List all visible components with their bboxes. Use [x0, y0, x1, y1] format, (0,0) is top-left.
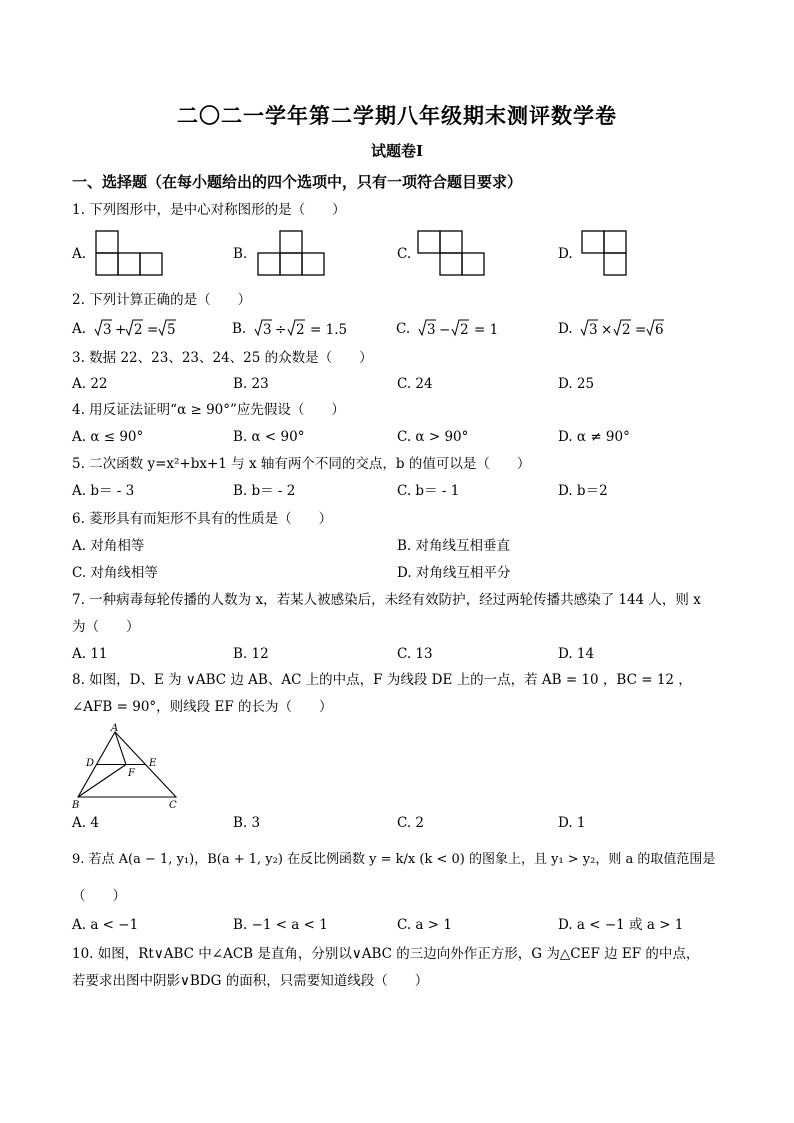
question-9-line-1: 9. 若点 A(a − 1, y₁)，B(a + 1, y₂) 在反比例函数 y = k/x (k < 0) 的图象上，且 y₁ > y₂，则 a 的取值范围是 — [72, 852, 716, 867]
q9-option-d: D. a < −1 或 a > 1 — [558, 917, 684, 933]
q5-option-c: C. b＝ - 1 — [397, 483, 460, 499]
q7-option-d: D. 14 — [558, 646, 595, 662]
q4-option-b: B. α < 90° — [233, 429, 305, 445]
q1-option-d-label: D. — [558, 246, 573, 262]
q1-option-a-label: A. — [72, 246, 87, 262]
q1-figure-c — [417, 230, 487, 276]
question-8-line-2: ∠AFB = 90°，则线段 EF 的长为（ ） — [72, 699, 333, 715]
q4-option-a: A. α ≤ 90° — [72, 429, 144, 445]
q9-option-b: B. −1 < a < 1 — [233, 917, 328, 933]
question-6-stem: 6. 菱形具有而矩形不具有的性质是（ ） — [72, 511, 333, 527]
question-8-line-1: 8. 如图，D、E 为 ∨ABC 边 AB、AC 上的中点，F 为线段 DE 上的一点，若 AB = 10 ，BC = 12 ， — [72, 672, 692, 688]
q5-option-b: B. b＝ - 2 — [233, 483, 296, 499]
q4-option-c: C. α > 90° — [397, 429, 469, 445]
q6-option-c: C. 对角线相等 — [72, 565, 158, 581]
q2c-radicand-1: 3 — [427, 322, 436, 338]
question-7-line-2: 为（ ） — [72, 619, 140, 635]
q2a-radicand-2: 2 — [134, 322, 143, 338]
q6-option-b: B. 对角线互相垂直 — [397, 538, 511, 554]
q3-option-c: C. 24 — [397, 376, 433, 392]
q5-option-d: D. b＝2 — [558, 483, 608, 499]
question-10-line-2: 若要求出图中阴影∨BDG 的面积，只需要知道线段（ ） — [72, 973, 429, 989]
q1-option-c-label: C. — [397, 246, 412, 262]
q8-label-c: C — [169, 800, 177, 810]
q8-triangle-figure — [68, 722, 188, 810]
q2a-operator: + — [115, 322, 127, 338]
q8-label-a: A — [111, 723, 119, 734]
q8-option-b: B. 3 — [233, 815, 261, 831]
question-7-line-1: 7. 一种病毒每轮传播的人数为 x，若某人被感染后，未经有效防护，经过两轮传播共感染了 144 人，则 x — [72, 592, 701, 608]
q1-figure-d — [581, 230, 631, 276]
q7-option-c: C. 13 — [397, 646, 433, 662]
q2d-radicand-1: 3 — [589, 322, 598, 338]
q8-label-d: D — [86, 758, 95, 769]
q1-option-b-label: B. — [233, 246, 248, 262]
q9-option-a: A. a < −1 — [72, 917, 139, 933]
q2-option-b-label: B. — [232, 321, 247, 337]
q7-option-a: A. 11 — [72, 646, 108, 662]
q7-option-b: B. 12 — [233, 646, 269, 662]
q2-option-a-label: A. — [72, 321, 87, 337]
question-5-stem: 5. 二次函数 y=x²+bx+1 与 x 轴有两个不同的交点，b 的值可以是（ ） — [72, 456, 531, 472]
section-heading: 一、选择题（在每小题给出的四个选项中，只有一项符合题目要求） — [72, 173, 523, 191]
q2-options — [70, 316, 730, 342]
q2-option-c-label: C. — [396, 321, 411, 337]
q2b-radicand-2: 2 — [296, 322, 305, 338]
q2b-radicand-1: 3 — [263, 322, 272, 338]
q2a-radicand-1: 3 — [103, 322, 112, 338]
q2-option-d-label: D. — [558, 321, 573, 337]
q5-option-a: A. b＝ - 3 — [72, 483, 135, 499]
question-3-stem: 3. 数据 22、23、23、24、25 的众数是（ ） — [72, 350, 373, 366]
q2c-radicand-2: 2 — [460, 322, 469, 338]
q8-option-d: D. 1 — [558, 815, 586, 831]
q1-figure-a — [95, 230, 165, 276]
question-4-stem: 4. 用反证法证明“α ≥ 90°”应先假设（ ） — [72, 402, 345, 418]
question-10-line-1: 10. 如图，Rt∨ABC 中∠ACB 是直角，分别以∨ABC 的三边向外作正方形，G 为△CEF 边 EF 的中点， — [72, 946, 700, 962]
q6-option-a: A. 对角相等 — [72, 538, 145, 554]
question-1-stem: 1. 下列图形中，是中心对称图形的是（ ） — [72, 202, 346, 218]
q2b-operator: ÷ — [275, 322, 287, 338]
q1-figure-b — [257, 230, 327, 276]
q3-option-b: B. 23 — [233, 376, 269, 392]
q8-option-c: C. 2 — [397, 815, 425, 831]
question-9-line-2: （ ） — [72, 888, 126, 904]
q2a-equals: = — [147, 322, 159, 338]
q6-option-d: D. 对角线互相平分 — [397, 565, 511, 581]
q4-option-d: D. α ≠ 90° — [558, 429, 630, 445]
q2c-result: = 1 — [474, 322, 499, 338]
q3-option-a: A. 22 — [72, 376, 108, 392]
exam-subtitle: 试题卷Ⅰ — [370, 142, 424, 160]
q2d-operator: × — [601, 322, 613, 338]
q8-label-b: B — [72, 800, 80, 810]
q9-option-c: C. a > 1 — [397, 917, 452, 933]
q2d-equals: = — [635, 322, 647, 338]
q2a-radicand-3: 5 — [167, 322, 176, 338]
q8-label-e: E — [149, 758, 157, 769]
exam-title: 二〇二一学年第二学期八年级期末测评数学卷 — [177, 103, 617, 128]
q2b-result: = 1.5 — [310, 322, 348, 338]
q8-option-a: A. 4 — [72, 815, 99, 831]
q8-label-f: F — [128, 768, 135, 779]
q3-option-d: D. 25 — [558, 376, 595, 392]
q2c-operator: − — [439, 322, 451, 338]
q2d-radicand-3: 6 — [655, 322, 664, 338]
question-2-stem: 2. 下列计算正确的是（ ） — [72, 292, 252, 308]
q2d-radicand-2: 2 — [622, 322, 631, 338]
